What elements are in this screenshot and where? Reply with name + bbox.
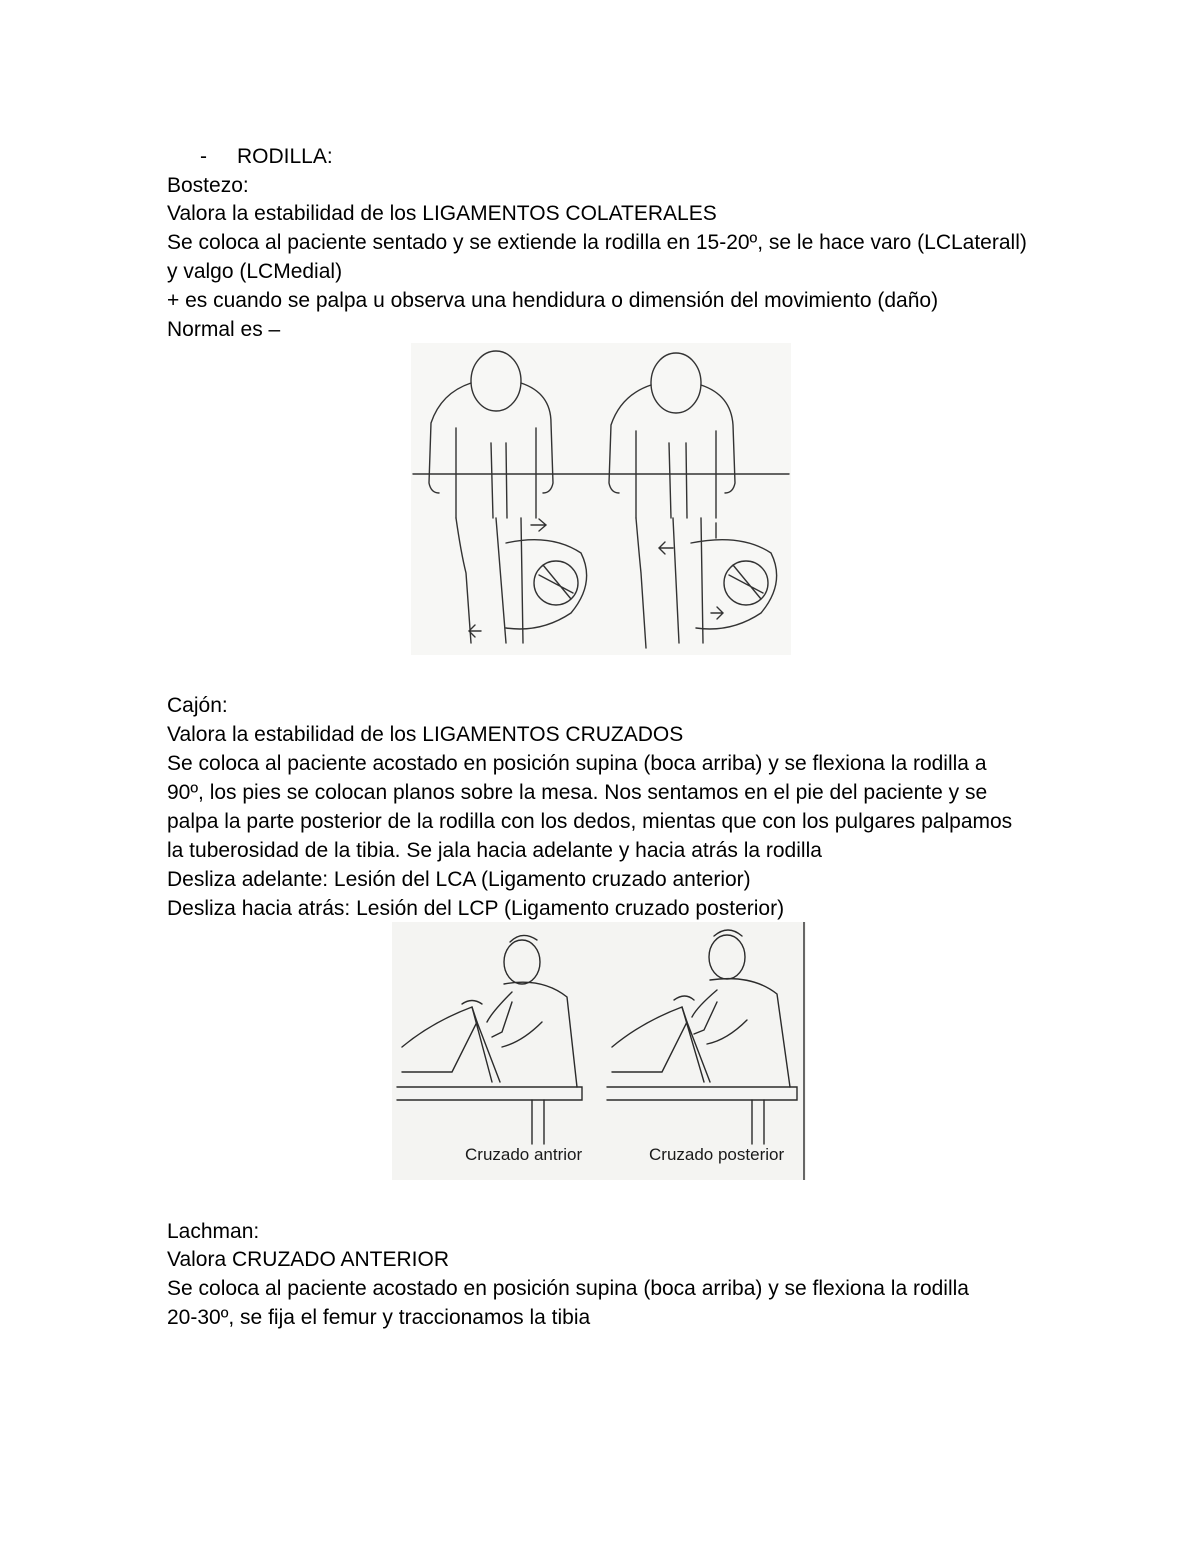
bostezo-line-4: + es cuando se palpa u observa una hendidura o dimensión del movimiento (daño) [167, 289, 939, 312]
bostezo-line-1: Valora la estabilidad de los LIGAMENTOS COLATERALES [167, 202, 717, 225]
lachman-line-2: Se coloca al paciente acostado en posición supina (boca arriba) y se flexiona la rodilla [167, 1277, 969, 1300]
cajon-illustration [392, 922, 806, 1180]
lachman-line-3: 20-30º, se fija el femur y traccionamos la tibia [167, 1306, 591, 1329]
bostezo-illustration [411, 343, 791, 655]
caption-cruzado-anterior: Cruzado antrior [465, 1145, 583, 1164]
bostezo-line-3: y valgo (LCMedial) [167, 260, 343, 283]
cajon-line-4: palpa la parte posterior de la rodilla con los dedos, mientas que con los pulgares palpamos [167, 810, 1013, 833]
bostezo-line-5: Normal es – [167, 318, 281, 341]
cajon-line-5: la tuberosidad de la tibia. Se jala hacia adelante y hacia atrás la rodilla [167, 839, 822, 862]
cajon-line-2: Se coloca al paciente acostado en posición supina (boca arriba) y se flexiona la rodilla a [167, 752, 987, 775]
caption-cruzado-posterior: Cruzado posterior [649, 1145, 785, 1164]
cajon-line-7: Desliza hacia atrás: Lesión del LCP (Ligamento cruzado posterior) [167, 897, 785, 920]
bostezo-illustration-drawing [411, 343, 791, 655]
cajon-line-6: Desliza adelante: Lesión del LCA (Ligamento cruzado anterior) [167, 868, 751, 891]
cajon-title: Cajón: [167, 694, 228, 717]
section-heading: RODILLA: [237, 145, 333, 168]
cajon-line-1: Valora la estabilidad de los LIGAMENTOS CRUZADOS [167, 723, 684, 746]
bostezo-title: Bostezo: [167, 174, 249, 197]
bostezo-line-2: Se coloca al paciente sentado y se extiende la rodilla en 15-20º, se le hace varo (LCLaterall) [167, 231, 1027, 254]
lachman-title: Lachman: [167, 1220, 260, 1243]
lachman-line-1: Valora CRUZADO ANTERIOR [167, 1248, 449, 1271]
cajon-line-3: 90º, los pies se colocan planos sobre la mesa. Nos sentamos en el pie del paciente y se [167, 781, 988, 804]
section-heading-row [200, 143, 333, 171]
bullet-dash: - [200, 145, 207, 168]
cajon-illustration-drawing [392, 922, 806, 1180]
